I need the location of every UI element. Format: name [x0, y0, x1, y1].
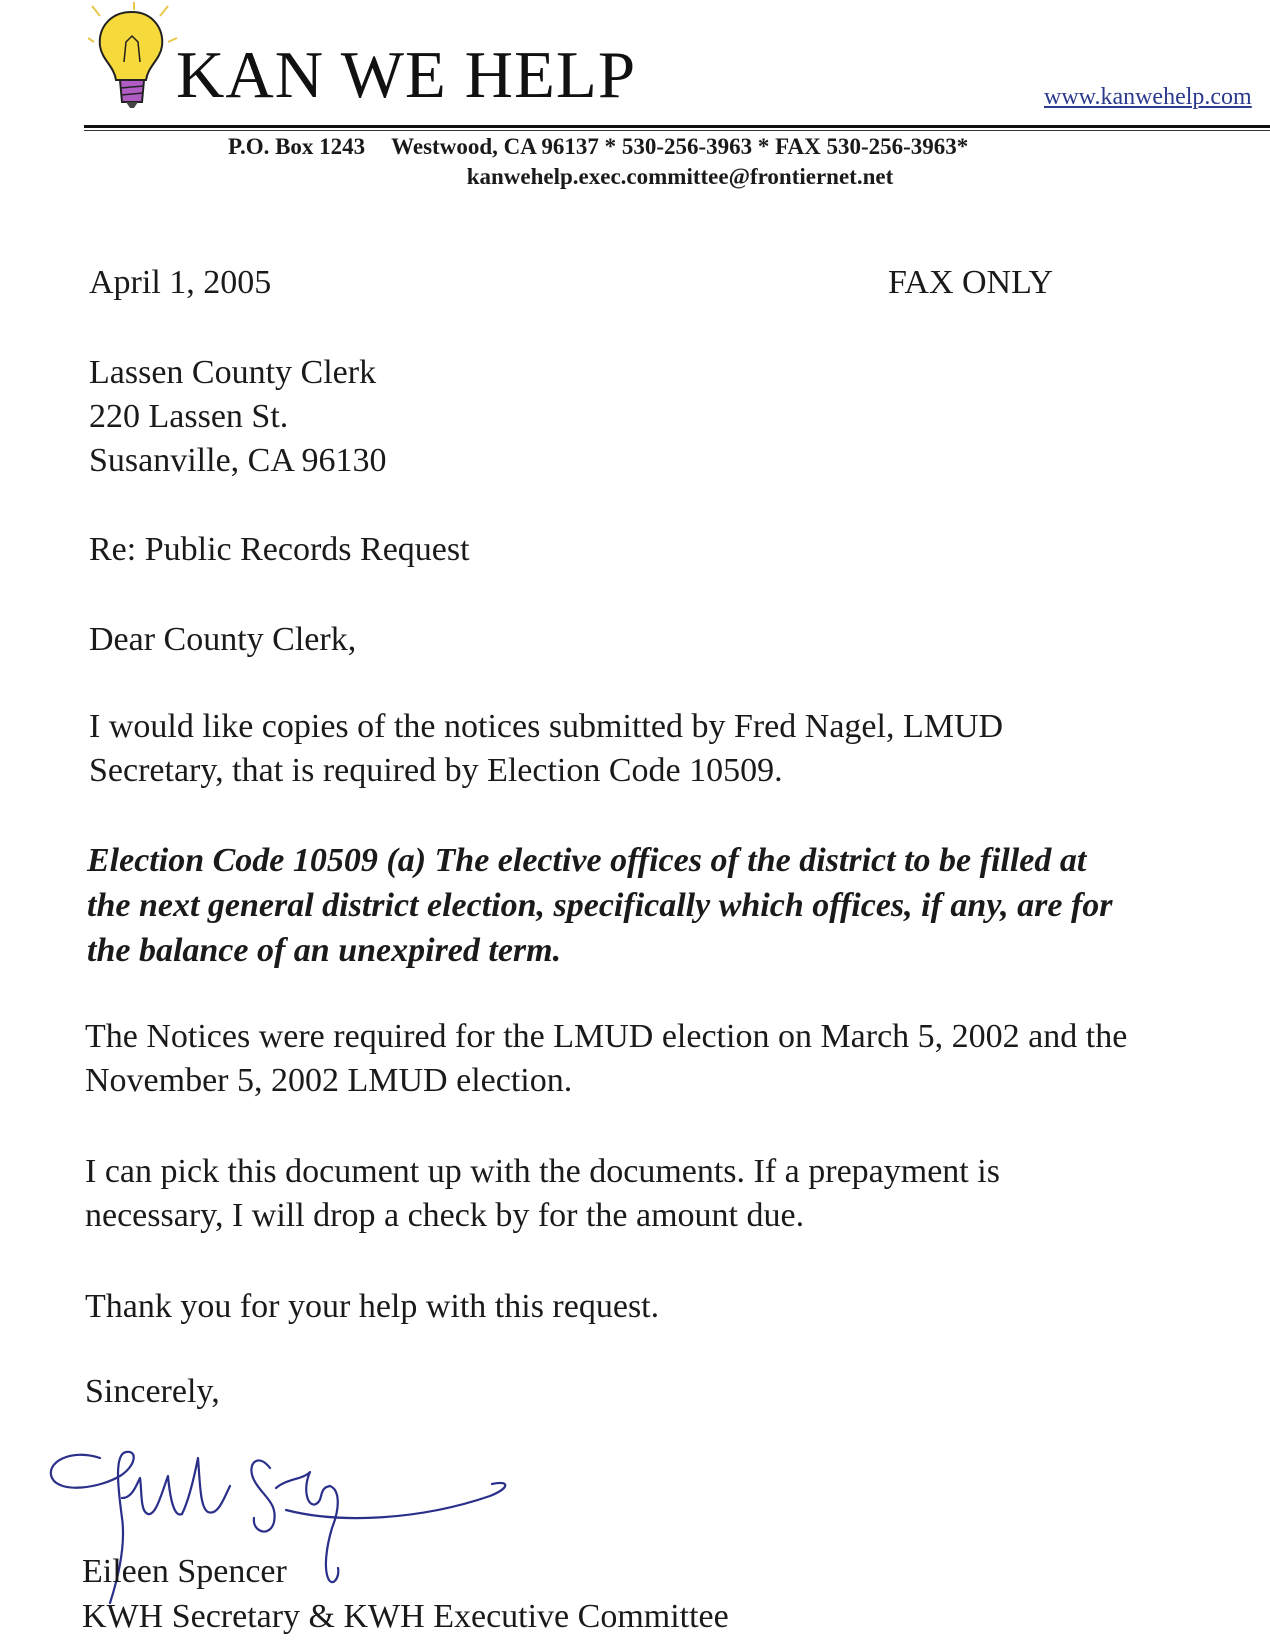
- delivery-method: FAX ONLY: [888, 264, 1054, 301]
- paragraph-thanks: Thank you for your help with this request.: [85, 1288, 660, 1325]
- paragraph-line: November 5, 2002 LMUD election.: [85, 1062, 573, 1099]
- letterhead-divider: [84, 125, 1270, 128]
- address-line: Westwood, CA 96137 * 530-256-3963 * FAX 530-256-3963*: [391, 134, 969, 159]
- paragraph-notices: [85, 1015, 1127, 1103]
- paragraph-line: I would like copies of the notices submitted by Fred Nagel, LMUD: [89, 708, 1004, 745]
- website-link[interactable]: www.kanwehelp.com: [1044, 84, 1252, 110]
- addressee-line: Susanville, CA 96130: [89, 442, 387, 479]
- quote-line: the balance of an unexpired term.: [87, 932, 562, 969]
- salutation: Dear County Clerk,: [89, 621, 357, 658]
- signer-name: Eileen Spencer: [82, 1553, 287, 1590]
- quote-line: Election Code 10509 (a) The elective offices of the district to be filled at: [87, 842, 1087, 879]
- addressee-block: [89, 351, 387, 483]
- paragraph-line: necessary, I will drop a check by for the amount due.: [85, 1197, 805, 1234]
- election-code-quote: [87, 838, 1113, 973]
- letterhead-divider-thin: [84, 130, 1270, 131]
- closing: Sincerely,: [85, 1373, 220, 1410]
- paragraph-line: The Notices were required for the LMUD election on March 5, 2002 and the: [85, 1018, 1128, 1055]
- po-box: P.O. Box 1243: [228, 134, 366, 159]
- lightbulb-icon: [88, 2, 178, 114]
- quote-line: the next general district election, specifically which offices, if any, are for: [87, 887, 1113, 924]
- addressee-line: Lassen County Clerk: [89, 354, 377, 391]
- subject-line: Re: Public Records Request: [89, 531, 470, 568]
- letter-date: April 1, 2005: [89, 264, 272, 301]
- paragraph-line: Secretary, that is required by Election Code 10509.: [89, 752, 783, 789]
- signer-title: KWH Secretary & KWH Executive Committee: [82, 1598, 729, 1635]
- paragraph-line: I can pick this document up with the documents. If a prepayment is: [85, 1153, 1000, 1190]
- organization-name: KAN WE HELP: [176, 38, 637, 112]
- paragraph-pickup: [85, 1150, 1000, 1238]
- paragraph-request: [89, 705, 1003, 793]
- letterhead-address: [228, 134, 968, 160]
- letterhead-email: kanwehelp.exec.committee@frontiernet.net: [466, 164, 894, 189]
- addressee-line: 220 Lassen St.: [89, 398, 289, 435]
